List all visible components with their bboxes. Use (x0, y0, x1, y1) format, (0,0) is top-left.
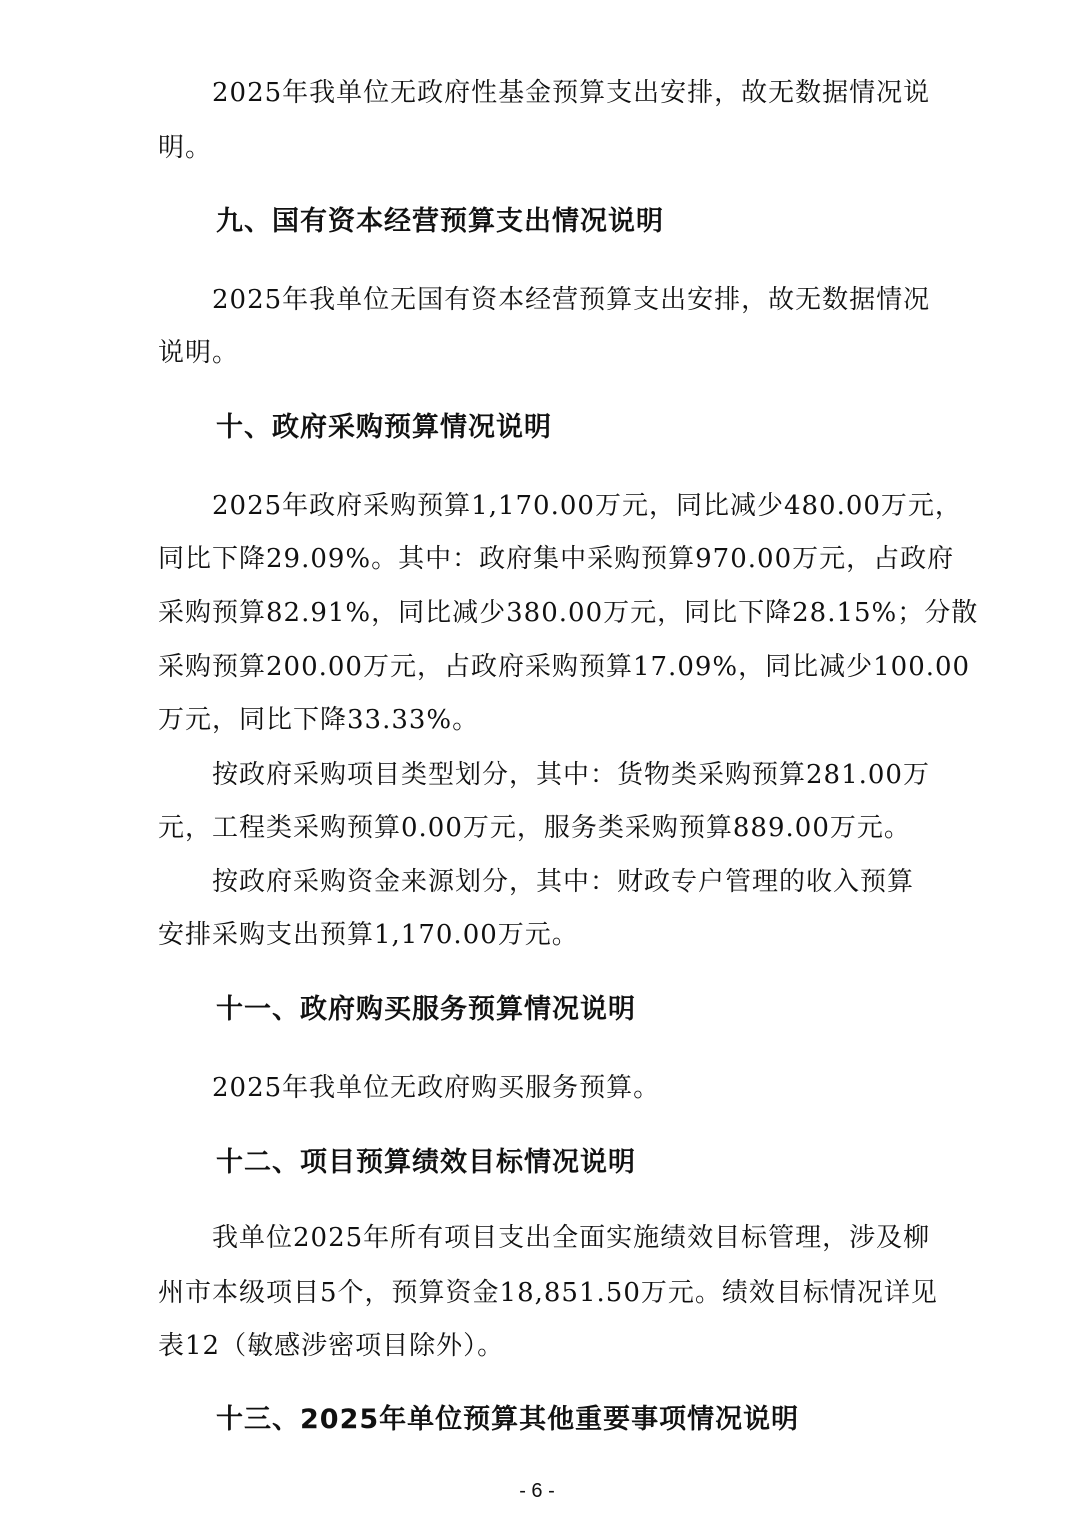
paragraph-line: 按政府采购资金来源划分，其中：财政专户管理的收入预算 (212, 867, 915, 897)
paragraph-line: 州市本级项目5个，预算资金18,851.50万元。绩效目标情况详见 (158, 1278, 938, 1308)
paragraph-line: 元，工程类采购预算0.00万元，服务类采购预算889.00万元。 (158, 813, 911, 843)
paragraph-line: 表12（敏感涉密项目除外）。 (158, 1331, 505, 1361)
section-heading: 十三、2025年单位预算其他重要事项情况说明 (216, 1404, 800, 1435)
paragraph-line: 万元，同比下降33.33%。 (158, 705, 480, 735)
section-heading: 十、政府采购预算情况说明 (216, 412, 552, 443)
paragraph-line: 2025年我单位无国有资本经营预算支出安排，故无数据情况 (212, 285, 931, 315)
paragraph-line: 采购预算82.91%，同比减少380.00万元，同比下降28.15%；分散 (158, 598, 979, 628)
section-heading: 十一、政府购买服务预算情况说明 (216, 994, 636, 1025)
page-number: - 6 - (519, 1480, 555, 1502)
paragraph-line: 同比下降29.09%。其中：政府集中采购预算970.00万元，占政府 (158, 544, 955, 574)
paragraph-line: 2025年我单位无政府购买服务预算。 (212, 1073, 661, 1103)
paragraph-line: 2025年我单位无政府性基金预算支出安排，故无数据情况说 (212, 78, 931, 108)
paragraph-line: 采购预算200.00万元，占政府采购预算17.09%，同比减少100.00 (158, 652, 971, 682)
section-heading: 十二、项目预算绩效目标情况说明 (216, 1147, 636, 1178)
paragraph-line: 2025年政府采购预算1,170.00万元，同比减少480.00万元， (212, 491, 962, 521)
paragraph-line: 明。 (158, 133, 213, 163)
section-heading: 九、国有资本经营预算支出情况说明 (216, 206, 664, 237)
paragraph-line: 安排采购支出预算1,170.00万元。 (158, 920, 579, 950)
paragraph-line: 说明。 (158, 338, 240, 368)
paragraph-line: 我单位2025年所有项目支出全面实施绩效目标管理，涉及柳 (212, 1223, 931, 1253)
paragraph-line: 按政府采购项目类型划分，其中：货物类采购预算281.00万 (212, 760, 930, 790)
